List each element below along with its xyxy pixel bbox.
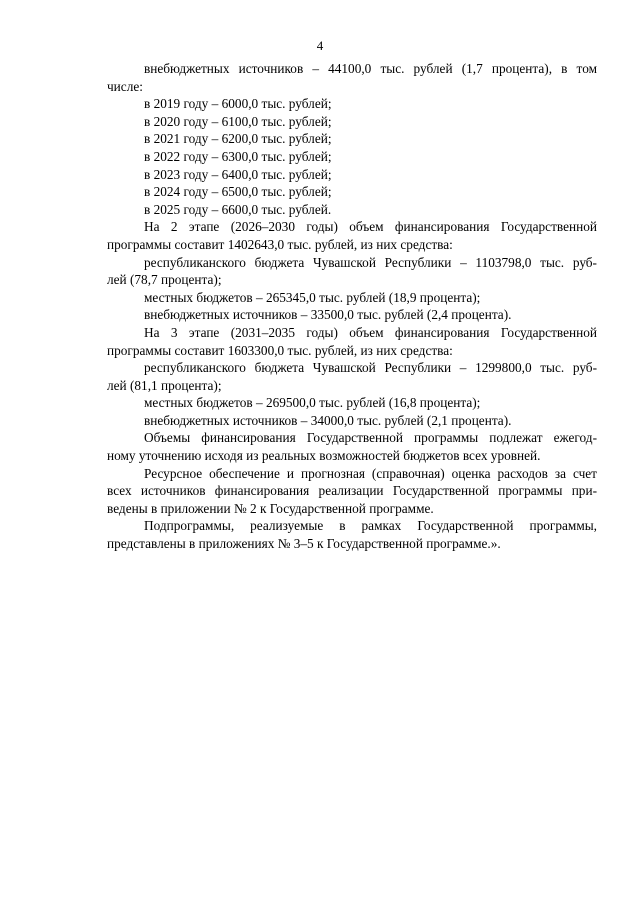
text-line: республиканского бюджета Чувашской Республики – 1299800,0 тыс. руб-	[144, 360, 597, 376]
text-line: внебюджетных источников – 33500,0 тыс. рублей (2,4 процента).	[144, 307, 512, 323]
text-line: в 2023 году – 6400,0 тыс. рублей;	[144, 166, 332, 182]
text-line: в 2019 году – 6000,0 тыс. рублей;	[144, 96, 332, 112]
text-line: На 2 этапе (2026–2030 годы) объем финансирования Государственной	[144, 219, 597, 235]
text-line: в 2025 году – 6600,0 тыс. рублей.	[144, 201, 332, 217]
text-line: Ресурсное обеспечение и прогнозная (справочная) оценка расходов за счет	[144, 465, 597, 481]
text-line: представлены в приложениях № 3–5 к Государственной программе.».	[107, 536, 501, 552]
text-line: республиканского бюджета Чувашской Республики – 1103798,0 тыс. руб-	[144, 254, 597, 270]
text-line: внебюджетных источников – 44100,0 тыс. рублей (1,7 процента), в том	[144, 61, 597, 76]
text-line: программы составит 1603300,0 тыс. рублей, из них средства:	[107, 342, 453, 358]
text-line: в 2020 году – 6100,0 тыс. рублей;	[144, 113, 332, 129]
text-line: На 3 этапе (2031–2035 годы) объем финансирования Государственной	[144, 324, 597, 340]
text-line: лей (81,1 процента);	[107, 377, 222, 393]
text-line: Подпрограммы, реализуемые в рамках Государственной программы,	[144, 518, 597, 534]
text-line: всех источников финансирования реализации Государственной программы при-	[107, 483, 597, 499]
page-number: 4	[316, 38, 324, 53]
text-line: в 2024 году – 6500,0 тыс. рублей;	[144, 184, 332, 200]
text-line: ному уточнению исходя из реальных возможностей бюджетов всех уровней.	[107, 448, 541, 464]
text-line: программы составит 1402643,0 тыс. рублей, из них средства:	[107, 236, 453, 252]
text-line: внебюджетных источников – 34000,0 тыс. рублей (2,1 процента).	[144, 412, 512, 428]
text-line: местных бюджетов – 269500,0 тыс. рублей (16,8 процента);	[144, 395, 481, 411]
text-line: ведены в приложении № 2 к Государственной программе.	[107, 500, 434, 516]
text-line: Объемы финансирования Государственной программы подлежат ежегод-	[144, 430, 597, 446]
text-line: в 2022 году – 6300,0 тыс. рублей;	[144, 148, 332, 164]
document-body	[107, 60, 597, 553]
text-line: местных бюджетов – 265345,0 тыс. рублей (18,9 процента);	[144, 289, 481, 305]
text-line: числе:	[107, 78, 143, 94]
text-line: в 2021 году – 6200,0 тыс. рублей;	[144, 131, 332, 147]
text-line: лей (78,7 процента);	[107, 272, 222, 288]
